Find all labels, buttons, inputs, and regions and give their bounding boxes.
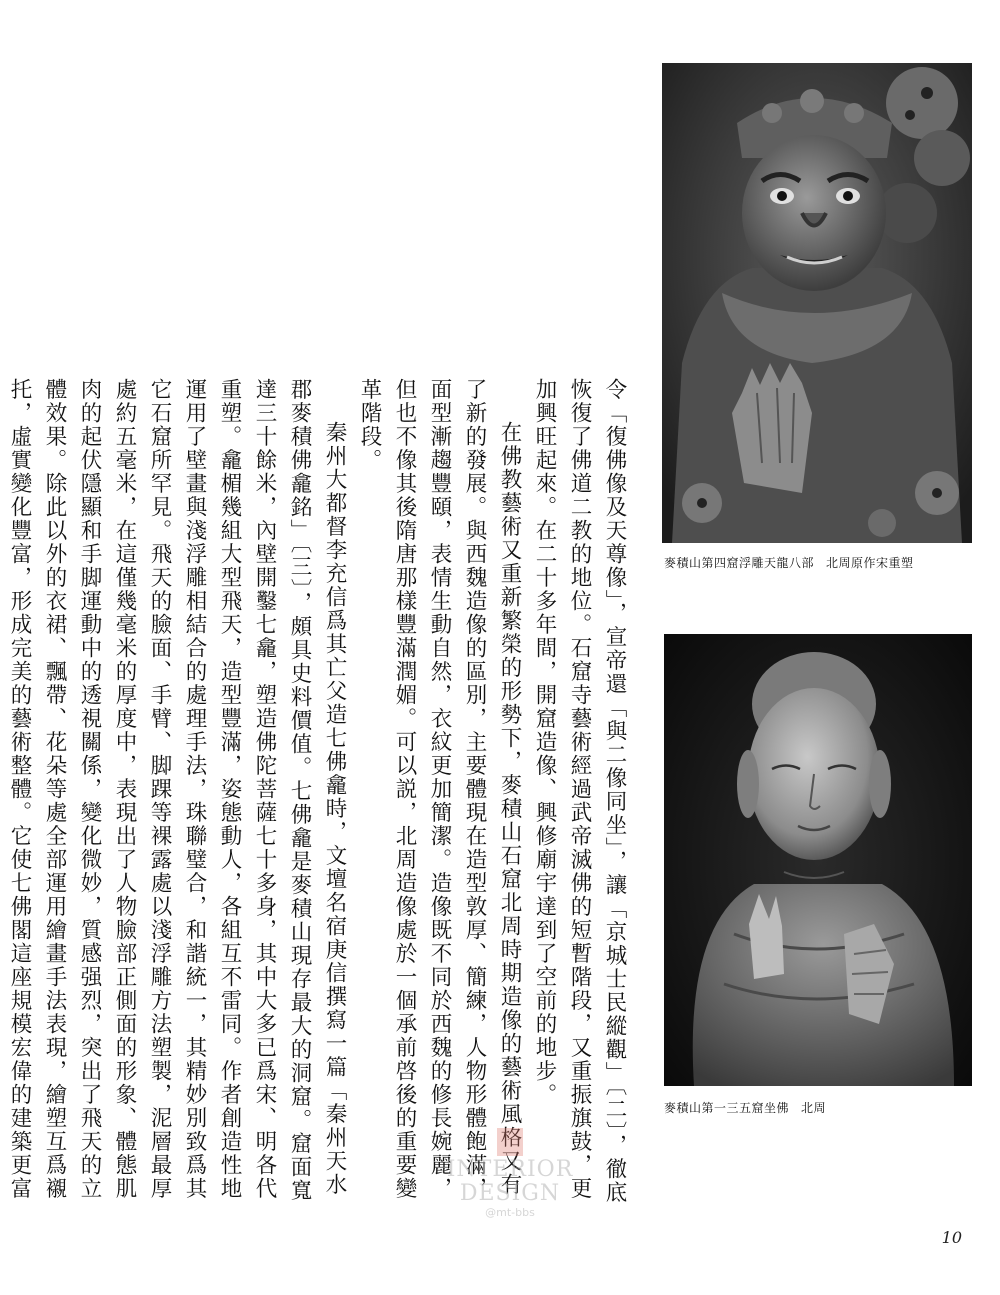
photo-caption <box>664 554 914 571</box>
photo-caption <box>664 1099 826 1116</box>
body-text <box>7 378 632 1208</box>
seated-buddha-image <box>664 634 972 1086</box>
caption-note: 北周原作宋重塑 <box>826 556 914 570</box>
watermark-handle: @mt-bbs <box>485 1206 535 1219</box>
paragraph-2: 在佛教藝術又重新繁榮的形勢下，麥積山石窟北周時期造像的藝術風格又有了新的發展。與西魏造像的區別，主要體現在造型敦厚、簡練，人物形體飽滿，面型漸趨豐頤，表情生動自然，衣紋更加簡潔。造像既不同於西魏的修長婉麗，但也不像其後隋唐那樣豐滿潤媚。可以説，北周造像處於一個承前啓後的重要變革階段。 <box>357 378 522 1201</box>
photo-seated-buddha <box>664 634 972 1086</box>
caption-title: 麥積山第四窟浮雕天龍八部 <box>664 556 815 570</box>
paragraph-3: 秦州大都督李充信爲其亡父造七佛龕時，文壇名宿庚信撰寫一篇「秦州天水郡麥積佛龕銘」〔三〕，頗具史料價值。七佛龕是麥積山現存最大的洞窟。窟面寬達三十餘米，內壁開鑿七龕，塑造佛陀菩薩七十多身，其中大多已爲宋、明各代重塑。龕楣幾組大型飛天，造型豐滿，姿態動人，各組互不雷同。作者創造性地運用了壁畫與淺浮雕相結合的處理手法，珠聯璧合，和諧統一，其精妙別致爲其它石窟所罕見。飛天的臉面、手臂、脚踝等裸露處以淺浮雕方法塑製，泥層最厚處約五毫米，在這僅幾毫米的厚度中，表現出了人物臉部正側面的形象、體態肌肉的起伏隱顯和手脚運動中的透視關係，變化微妙，質感强烈，突出了飛天的立體效果。除此以外的衣裙、飄帶、花朵等處全部運用繪畫手法表現，繪塑互爲襯托，虛實變化豐富，形成完美的藝術整體。它使七佛閣這座規模宏偉的建築更富 <box>7 378 347 1203</box>
page-number: 10 <box>941 1228 962 1247</box>
caption-title: 麥積山第一三五窟坐佛 <box>664 1101 790 1115</box>
watermark-title: INTERIOR DESIGN <box>446 1157 574 1206</box>
paragraph-1: 令「復佛像及天尊像」，宣帝還「與二像同坐」，讓「京城士民縱觀」〔二〕，徹底恢復了佛道二教的地位。石窟寺藝術經過武帝滅佛的短暫階段，又重振旗鼓，更加興旺起來。在二十多年間，開窟造像、興修廟宇達到了空前的地步。 <box>532 378 627 1205</box>
caption-note: 北周 <box>801 1101 827 1115</box>
photo-relief-guardian <box>662 63 972 543</box>
relief-guardian-image <box>662 63 972 543</box>
